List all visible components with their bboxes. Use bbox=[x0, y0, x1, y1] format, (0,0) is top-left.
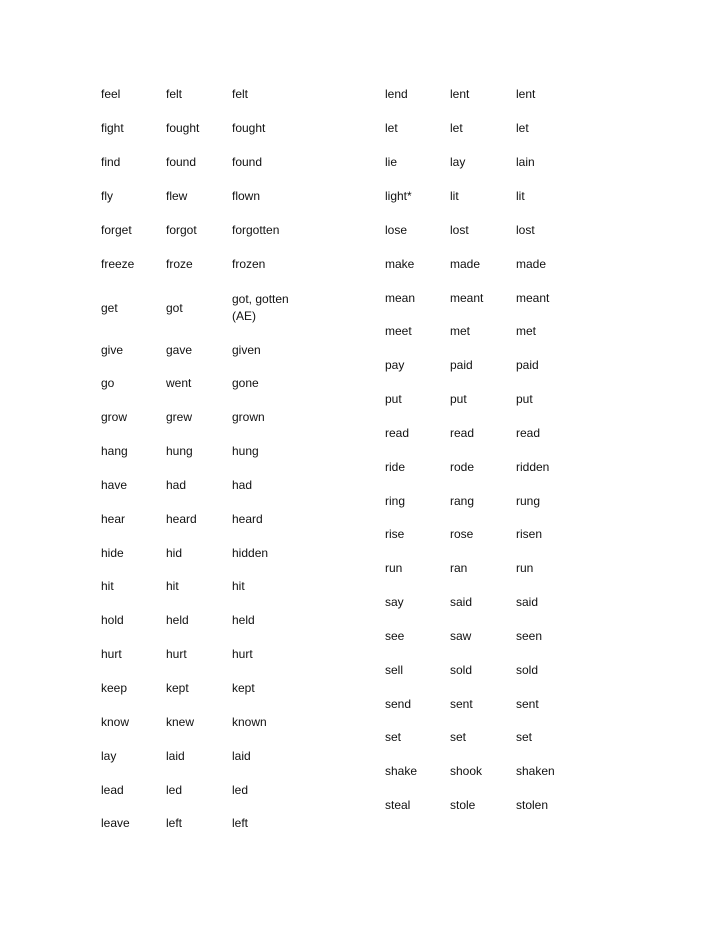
base-form: hide bbox=[101, 546, 124, 560]
past-simple: put bbox=[450, 392, 467, 406]
past-simple: lent bbox=[450, 87, 470, 101]
base-form: lead bbox=[101, 783, 124, 797]
past-participle: run bbox=[516, 561, 534, 575]
past-participle: ridden bbox=[516, 460, 550, 474]
past-participle: met bbox=[516, 324, 537, 338]
past-participle: heard bbox=[232, 512, 263, 526]
base-form: light* bbox=[385, 189, 412, 203]
base-form: let bbox=[385, 121, 398, 135]
past-simple: went bbox=[166, 376, 192, 390]
past-simple: rang bbox=[450, 494, 475, 508]
base-form: ring bbox=[385, 494, 406, 508]
past-simple: sold bbox=[450, 663, 473, 677]
past-participle: sold bbox=[516, 663, 539, 677]
past-simple: lost bbox=[450, 223, 469, 237]
past-simple: ran bbox=[450, 561, 468, 575]
past-participle: given bbox=[232, 343, 261, 357]
past-participle: hit bbox=[232, 579, 245, 593]
past-participle: known bbox=[232, 715, 267, 729]
base-form: know bbox=[101, 715, 130, 729]
base-form: get bbox=[101, 301, 118, 315]
base-form: have bbox=[101, 478, 128, 492]
past-participle: put bbox=[516, 392, 533, 406]
past-participle: risen bbox=[516, 527, 543, 541]
past-simple: kept bbox=[166, 681, 189, 695]
past-simple: made bbox=[450, 257, 481, 271]
past-participle: said bbox=[516, 595, 539, 609]
base-form: put bbox=[385, 392, 402, 406]
past-participle: lost bbox=[516, 223, 535, 237]
past-participle: lit bbox=[516, 189, 525, 203]
base-form: pay bbox=[385, 358, 405, 372]
base-form: mean bbox=[385, 291, 416, 305]
past-simple: felt bbox=[166, 87, 183, 101]
base-form: fly bbox=[101, 189, 113, 203]
base-form: hurt bbox=[101, 647, 122, 661]
base-form: grow bbox=[101, 410, 128, 424]
base-form: lend bbox=[385, 87, 408, 101]
base-form: meet bbox=[385, 324, 412, 338]
past-participle: kept bbox=[232, 681, 255, 695]
past-participle: lent bbox=[516, 87, 536, 101]
base-form: forget bbox=[101, 223, 132, 237]
past-participle: stolen bbox=[516, 798, 549, 812]
base-form: give bbox=[101, 343, 124, 357]
past-participle: flown bbox=[232, 189, 261, 203]
past-simple: paid bbox=[450, 358, 473, 372]
past-simple: hung bbox=[166, 444, 193, 458]
base-form: freeze bbox=[101, 257, 135, 271]
base-form: fight bbox=[101, 121, 124, 135]
past-participle: rung bbox=[516, 494, 541, 508]
base-form: shake bbox=[385, 764, 418, 778]
past-participle: gone bbox=[232, 376, 259, 390]
base-form: read bbox=[385, 426, 410, 440]
past-participle: fought bbox=[232, 121, 266, 135]
base-form: lie bbox=[385, 155, 398, 169]
past-simple: read bbox=[450, 426, 475, 440]
past-participle: shaken bbox=[516, 764, 555, 778]
past-participle: read bbox=[516, 426, 541, 440]
past-participle: hurt bbox=[232, 647, 253, 661]
base-form: set bbox=[385, 730, 402, 744]
past-participle: laid bbox=[232, 749, 251, 763]
past-simple: fought bbox=[166, 121, 200, 135]
base-form: hang bbox=[101, 444, 128, 458]
past-simple: set bbox=[450, 730, 467, 744]
past-participle: forgotten bbox=[232, 223, 280, 237]
base-form: rise bbox=[385, 527, 405, 541]
past-simple: hid bbox=[166, 546, 183, 560]
past-participle: held bbox=[232, 613, 255, 627]
past-simple: rode bbox=[450, 460, 475, 474]
past-participle: sent bbox=[516, 697, 539, 711]
base-form: lay bbox=[101, 749, 117, 763]
past-participle: felt bbox=[232, 87, 249, 101]
past-simple: forgot bbox=[166, 223, 197, 237]
past-simple: grew bbox=[166, 410, 193, 424]
past-simple: left bbox=[166, 816, 183, 830]
past-participle: frozen bbox=[232, 257, 266, 271]
past-participle: found bbox=[232, 155, 263, 169]
base-form: say bbox=[385, 595, 404, 609]
past-simple: hurt bbox=[166, 647, 187, 661]
past-simple: said bbox=[450, 595, 473, 609]
past-simple: lay bbox=[450, 155, 466, 169]
past-participle: paid bbox=[516, 358, 539, 372]
past-participle: grown bbox=[232, 410, 265, 424]
base-form: sell bbox=[385, 663, 404, 677]
past-participle: set bbox=[516, 730, 533, 744]
past-participle: hidden bbox=[232, 546, 269, 560]
past-participle: made bbox=[516, 257, 547, 271]
past-participle: got, gotten (AE) bbox=[232, 292, 289, 323]
base-form: see bbox=[385, 629, 405, 643]
past-simple: met bbox=[450, 324, 471, 338]
past-participle: left bbox=[232, 816, 249, 830]
base-form: hit bbox=[101, 579, 114, 593]
base-form: keep bbox=[101, 681, 128, 695]
base-form: lose bbox=[385, 223, 408, 237]
past-simple: flew bbox=[166, 189, 188, 203]
past-simple: hit bbox=[166, 579, 179, 593]
base-form: send bbox=[385, 697, 412, 711]
past-simple: lit bbox=[450, 189, 459, 203]
base-form: leave bbox=[101, 816, 130, 830]
past-simple: found bbox=[166, 155, 197, 169]
past-participle: meant bbox=[516, 291, 550, 305]
base-form: make bbox=[385, 257, 415, 271]
past-simple: froze bbox=[166, 257, 193, 271]
base-form: hear bbox=[101, 512, 126, 526]
past-simple: saw bbox=[450, 629, 472, 643]
past-simple: meant bbox=[450, 291, 484, 305]
past-participle: seen bbox=[516, 629, 543, 643]
past-simple: shook bbox=[450, 764, 483, 778]
past-simple: got bbox=[166, 301, 183, 315]
past-simple: led bbox=[166, 783, 183, 797]
past-simple: heard bbox=[166, 512, 197, 526]
base-form: hold bbox=[101, 613, 124, 627]
past-simple: laid bbox=[166, 749, 185, 763]
past-simple: sent bbox=[450, 697, 473, 711]
past-participle: led bbox=[232, 783, 249, 797]
past-simple: had bbox=[166, 478, 187, 492]
base-form: feel bbox=[101, 87, 121, 101]
past-simple: held bbox=[166, 613, 189, 627]
base-form: run bbox=[385, 561, 403, 575]
base-form: find bbox=[101, 155, 121, 169]
past-simple: stole bbox=[450, 798, 476, 812]
past-simple: knew bbox=[166, 715, 195, 729]
base-form: go bbox=[101, 376, 115, 390]
past-simple: gave bbox=[166, 343, 193, 357]
past-simple: rose bbox=[450, 527, 474, 541]
past-participle: hung bbox=[232, 444, 259, 458]
past-participle: let bbox=[516, 121, 529, 135]
base-form: steal bbox=[385, 798, 411, 812]
past-simple: let bbox=[450, 121, 463, 135]
base-form: ride bbox=[385, 460, 406, 474]
past-participle: lain bbox=[516, 155, 535, 169]
past-participle: had bbox=[232, 478, 253, 492]
